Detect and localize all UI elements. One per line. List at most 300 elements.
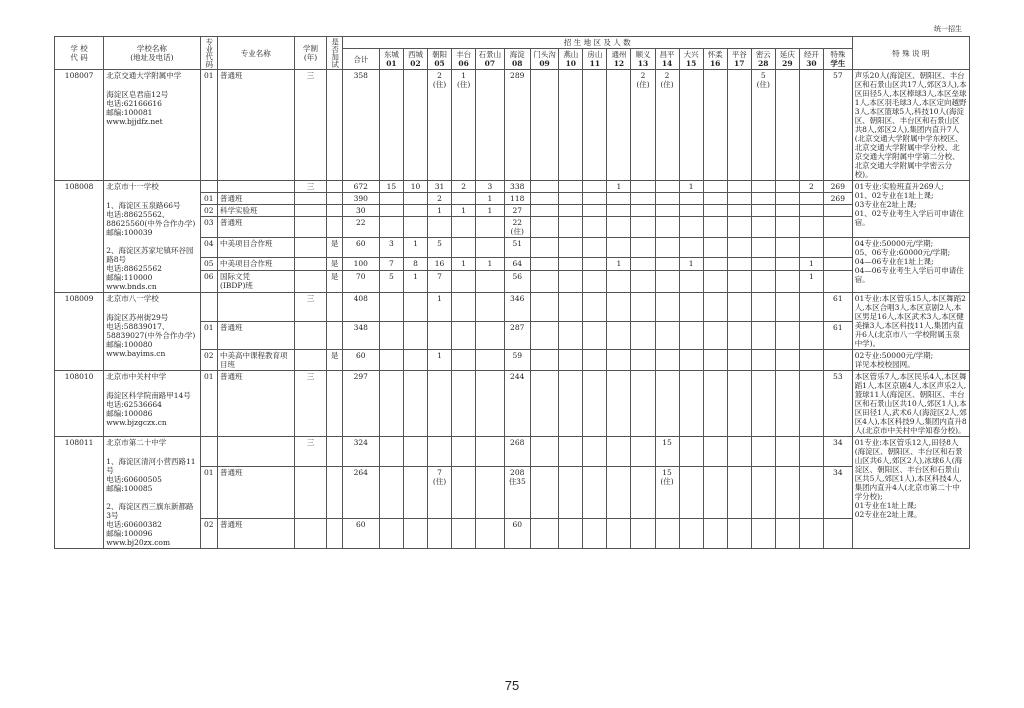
school-name-cell bbox=[104, 181, 200, 293]
count-cell bbox=[559, 238, 583, 258]
count-cell bbox=[703, 466, 727, 518]
header-school-name: 学校名称 (地址及电话) bbox=[104, 37, 200, 70]
region-code: 13 bbox=[637, 59, 649, 68]
major-code: 01 bbox=[200, 70, 218, 181]
count-cell bbox=[799, 293, 823, 322]
region-code: 02 bbox=[410, 59, 421, 68]
count-cell bbox=[631, 193, 655, 205]
major-code bbox=[200, 293, 218, 322]
count-cell bbox=[727, 437, 751, 467]
count-cell bbox=[452, 350, 476, 371]
region-code: 05 bbox=[434, 59, 445, 68]
count-cell bbox=[428, 217, 452, 238]
major-name bbox=[218, 293, 295, 322]
count-cell bbox=[727, 205, 751, 217]
count-cell bbox=[775, 321, 799, 350]
count-cell bbox=[631, 466, 655, 518]
school-address: 海淀区皂君庙12号 电话:62166616 邮编:100081 www.bjjdfz.net bbox=[106, 90, 169, 126]
duration bbox=[294, 350, 327, 371]
region-code: 06 bbox=[458, 59, 469, 68]
region-code: 12 bbox=[613, 59, 625, 68]
count-cell bbox=[530, 270, 558, 292]
count-cell: 348 bbox=[342, 321, 379, 350]
count-cell bbox=[530, 519, 558, 549]
count-cell bbox=[631, 293, 655, 322]
count-cell: 2 bbox=[428, 193, 452, 205]
count-cell bbox=[476, 519, 504, 549]
count-cell bbox=[379, 437, 403, 467]
count-cell bbox=[703, 321, 727, 350]
count-cell bbox=[751, 238, 775, 258]
major-name bbox=[218, 181, 295, 193]
region-name: 平谷 bbox=[731, 50, 747, 59]
count-cell bbox=[751, 181, 775, 193]
count-cell bbox=[583, 371, 607, 437]
table-row bbox=[55, 181, 970, 193]
extra-test bbox=[327, 205, 342, 217]
count-cell bbox=[703, 371, 727, 437]
count-cell: 1 (住) bbox=[452, 70, 476, 181]
region-code: 17 bbox=[734, 59, 745, 68]
count-cell: 51 bbox=[504, 238, 530, 258]
school-address: 海淀区科学院南路甲14号 电话:62536664 邮编:100086 www.bjzgczx.cn bbox=[106, 391, 191, 427]
count-cell: 60 bbox=[504, 519, 530, 549]
region-name: 门头沟 bbox=[533, 50, 556, 59]
corner-label: 统一招生 bbox=[934, 25, 962, 33]
count-cell bbox=[379, 217, 403, 238]
major-name: 普通班 bbox=[218, 193, 295, 205]
count-cell bbox=[655, 350, 679, 371]
count-cell: 1 bbox=[476, 193, 504, 205]
count-cell bbox=[823, 270, 852, 292]
count-cell: 2 (住) bbox=[428, 70, 452, 181]
duration: 三 bbox=[294, 437, 327, 467]
count-cell bbox=[679, 350, 703, 371]
region-name: 怀柔 bbox=[707, 50, 723, 59]
count-cell: 15 (住) bbox=[655, 466, 679, 518]
count-cell bbox=[452, 238, 476, 258]
count-cell bbox=[823, 217, 852, 238]
count-cell bbox=[751, 217, 775, 238]
count-cell bbox=[403, 371, 427, 437]
count-cell bbox=[823, 257, 852, 270]
count-cell bbox=[775, 437, 799, 467]
header-region bbox=[727, 49, 751, 70]
count-cell bbox=[428, 437, 452, 467]
count-cell: 2 (住) bbox=[631, 70, 655, 181]
school-name: 北京市十一学校 bbox=[106, 182, 159, 191]
header-region bbox=[452, 49, 476, 70]
extra-test: 是 bbox=[327, 257, 342, 270]
extra-test: 是 bbox=[327, 350, 342, 371]
count-cell: 264 bbox=[342, 466, 379, 518]
count-cell bbox=[403, 321, 427, 350]
count-cell bbox=[703, 437, 727, 467]
duration bbox=[294, 205, 327, 217]
count-cell bbox=[703, 70, 727, 181]
major-code: 02 bbox=[200, 205, 218, 217]
count-cell bbox=[559, 205, 583, 217]
count-cell bbox=[559, 270, 583, 292]
duration bbox=[294, 193, 327, 205]
count-cell bbox=[530, 293, 558, 322]
extra-test bbox=[327, 217, 342, 238]
count-cell: 5 bbox=[379, 270, 403, 292]
count-cell bbox=[403, 217, 427, 238]
header-region bbox=[751, 49, 775, 70]
extra-test bbox=[327, 293, 342, 322]
special-notes: 本区管乐7人,本区民乐4人,本区舞蹈1人,本区京剧4人,本区声乐2人,篮球11人(海淀区、朝阳区、丰台区和石景山区共10人,郊区1人),本区田径1人,武术6人(海淀区2人,郊区4人),本区科技9人,集团内直升8人(北京市中关村中学知春分校)。 bbox=[852, 371, 969, 437]
duration: 三 bbox=[294, 371, 327, 437]
major-name: 中美项目合作班 bbox=[218, 238, 295, 258]
count-cell bbox=[727, 466, 751, 518]
count-cell bbox=[631, 519, 655, 549]
count-cell bbox=[655, 293, 679, 322]
count-cell bbox=[452, 193, 476, 205]
count-cell: 118 bbox=[504, 193, 530, 205]
count-cell bbox=[607, 205, 631, 217]
count-cell bbox=[727, 193, 751, 205]
count-cell bbox=[655, 193, 679, 205]
count-cell: 15 bbox=[379, 181, 403, 193]
count-cell bbox=[775, 238, 799, 258]
count-cell bbox=[403, 293, 427, 322]
count-cell bbox=[452, 270, 476, 292]
count-cell bbox=[823, 205, 852, 217]
major-code: 06 bbox=[200, 270, 218, 292]
count-cell bbox=[775, 270, 799, 292]
count-cell: 1 bbox=[679, 181, 703, 193]
region-code: 07 bbox=[484, 59, 496, 68]
count-cell bbox=[403, 70, 427, 181]
count-cell: 338 bbox=[504, 181, 530, 193]
count-cell bbox=[476, 466, 504, 518]
count-cell: 2 bbox=[452, 181, 476, 193]
table-row bbox=[55, 70, 970, 181]
special-notes: 01专业:实验班直升269人; 01、02专业在1址上课; 03专业在2址上课; 01、02专业考生入学后可申请住宿。 bbox=[852, 181, 969, 238]
count-cell bbox=[403, 519, 427, 549]
count-cell: 208 住35 bbox=[504, 466, 530, 518]
region-code: 16 bbox=[709, 59, 721, 68]
region-code: 10 bbox=[565, 59, 577, 68]
region-code: 09 bbox=[539, 59, 550, 68]
count-cell bbox=[583, 181, 607, 193]
count-cell bbox=[476, 293, 504, 322]
count-cell bbox=[679, 293, 703, 322]
count-cell bbox=[703, 238, 727, 258]
count-cell bbox=[775, 217, 799, 238]
count-cell: 346 bbox=[504, 293, 530, 322]
count-cell: 244 bbox=[504, 371, 530, 437]
count-cell bbox=[403, 466, 427, 518]
count-cell bbox=[583, 205, 607, 217]
count-cell bbox=[751, 205, 775, 217]
school-name: 北京市八一学校 bbox=[106, 294, 159, 303]
count-cell: 269 bbox=[823, 193, 852, 205]
count-cell bbox=[775, 257, 799, 270]
count-cell: 31 bbox=[428, 181, 452, 193]
major-code: 02 bbox=[200, 350, 218, 371]
count-cell bbox=[559, 193, 583, 205]
count-cell bbox=[799, 350, 823, 371]
major-code bbox=[200, 181, 218, 193]
count-cell bbox=[799, 205, 823, 217]
school-code: 108007 bbox=[55, 70, 104, 181]
region-code: 08 bbox=[512, 59, 523, 68]
count-cell bbox=[428, 371, 452, 437]
count-cell bbox=[607, 270, 631, 292]
count-cell bbox=[607, 293, 631, 322]
count-cell bbox=[476, 437, 504, 467]
count-cell bbox=[607, 350, 631, 371]
count-cell bbox=[703, 181, 727, 193]
count-cell: 60 bbox=[342, 350, 379, 371]
count-cell bbox=[703, 217, 727, 238]
count-cell: 34 bbox=[823, 437, 852, 467]
duration bbox=[294, 270, 327, 292]
region-name: 海淀 bbox=[509, 50, 525, 59]
count-cell: 8 bbox=[403, 257, 427, 270]
count-cell bbox=[379, 293, 403, 322]
region-name: 丰台 bbox=[456, 50, 472, 59]
count-cell bbox=[799, 519, 823, 549]
count-cell bbox=[583, 466, 607, 518]
duration bbox=[294, 519, 327, 549]
region-name: 朝阳 bbox=[432, 50, 448, 59]
header-region bbox=[379, 49, 403, 70]
count-cell bbox=[703, 293, 727, 322]
count-cell bbox=[655, 217, 679, 238]
count-cell bbox=[727, 70, 751, 181]
school-name: 北京市第二十中学 bbox=[106, 438, 167, 447]
major-name: 普通班 bbox=[218, 371, 295, 437]
school-address: 1、海淀区玉泉路66号 电话:88625562、88625560(中外合作办学) 邮编:100039 2、海淀区苏家坨镇环谷园路8号 电话:88625562 邮编:110000 www.bnds.cn bbox=[106, 201, 196, 291]
count-cell bbox=[775, 193, 799, 205]
count-cell: 1 bbox=[476, 257, 504, 270]
header-region bbox=[655, 49, 679, 70]
major-name: 国际文凭 (IBDP)班 bbox=[218, 270, 295, 292]
count-cell bbox=[799, 217, 823, 238]
count-cell: 5 (住) bbox=[751, 70, 775, 181]
count-cell bbox=[703, 193, 727, 205]
count-cell bbox=[476, 321, 504, 350]
major-code: 03 bbox=[200, 217, 218, 238]
special-notes: 声乐20人(海淀区、朝阳区、丰台区和石景山区共17人,郊区3人),本区田径5人,本区棒球3人,本区垒球1人,本区羽毛球3人,本区定向越野3人,本区篮球5人,科技10人(海淀区、朝阳区、丰台区和石景山区共8人,郊区2人),集团内直升7人(北京交通大学附属中学东校区、北京交通大学附属中学分校、北京交通大学附属中学第二分校、北京交通大学附属中学密云分校)。 bbox=[852, 70, 969, 181]
count-cell bbox=[751, 270, 775, 292]
count-cell bbox=[775, 466, 799, 518]
count-cell bbox=[476, 371, 504, 437]
count-cell bbox=[727, 293, 751, 322]
count-cell bbox=[751, 193, 775, 205]
count-cell bbox=[655, 181, 679, 193]
school-name-cell bbox=[104, 371, 200, 437]
count-cell: 16 bbox=[428, 257, 452, 270]
count-cell: 7 (住) bbox=[428, 466, 452, 518]
count-cell: 287 bbox=[504, 321, 530, 350]
region-name: 大兴 bbox=[683, 50, 699, 59]
header-region bbox=[342, 49, 379, 70]
major-code: 05 bbox=[200, 257, 218, 270]
count-cell bbox=[727, 350, 751, 371]
count-cell bbox=[727, 321, 751, 350]
page-number: 75 bbox=[504, 678, 520, 693]
count-cell bbox=[703, 350, 727, 371]
count-cell bbox=[727, 217, 751, 238]
count-cell bbox=[607, 466, 631, 518]
count-cell: 1 bbox=[679, 257, 703, 270]
region-name: 延庆 bbox=[779, 50, 795, 59]
special-notes: 01专业:本区管乐12人,田径8人(海淀区、朝阳区、丰台区和石景山区共6人,郊区2人),冰球6人(海淀区、朝阳区、丰台区和石景山区共5人,郊区1人),本区科技4人,集团内直升4人(北京市第二十中学分校); 01专业在1址上课; 02专业在2址上课。 bbox=[852, 437, 969, 549]
header-region bbox=[679, 49, 703, 70]
major-code: 04 bbox=[200, 238, 218, 258]
count-cell bbox=[655, 238, 679, 258]
count-cell bbox=[379, 70, 403, 181]
school-name: 北京交通大学附属中学 bbox=[106, 71, 182, 80]
count-cell: 269 bbox=[823, 181, 852, 193]
count-cell bbox=[379, 519, 403, 549]
header-duration: 学制 (年) bbox=[294, 37, 327, 70]
count-cell bbox=[631, 257, 655, 270]
count-cell bbox=[530, 371, 558, 437]
count-cell bbox=[775, 70, 799, 181]
region-code: 29 bbox=[782, 59, 793, 68]
count-cell bbox=[607, 321, 631, 350]
count-cell: 1 bbox=[452, 257, 476, 270]
count-cell bbox=[607, 193, 631, 205]
count-cell bbox=[679, 193, 703, 205]
region-code: 30 bbox=[806, 59, 817, 68]
count-cell bbox=[655, 321, 679, 350]
count-cell: 15 bbox=[655, 437, 679, 467]
count-cell: 3 bbox=[476, 181, 504, 193]
region-name: 房山 bbox=[587, 50, 603, 59]
count-cell bbox=[727, 181, 751, 193]
school-name-cell bbox=[104, 437, 200, 549]
extra-test: 是 bbox=[327, 238, 342, 258]
count-cell bbox=[655, 205, 679, 217]
count-cell: 34 bbox=[823, 466, 852, 518]
count-cell bbox=[583, 350, 607, 371]
duration: 三 bbox=[294, 293, 327, 322]
extra-test bbox=[327, 437, 342, 467]
count-cell bbox=[583, 217, 607, 238]
duration bbox=[294, 466, 327, 518]
count-cell: 1 bbox=[799, 270, 823, 292]
count-cell bbox=[476, 270, 504, 292]
count-cell bbox=[631, 437, 655, 467]
count-cell bbox=[607, 437, 631, 467]
count-cell bbox=[751, 350, 775, 371]
region-code: 28 bbox=[758, 59, 769, 68]
duration bbox=[294, 217, 327, 238]
count-cell bbox=[823, 238, 852, 258]
count-cell: 3 bbox=[379, 238, 403, 258]
school-address: 海淀区苏州街29号 电话:58839017、58839027(中外合作办学) 邮编:100080 www.bayims.cn bbox=[106, 313, 196, 358]
major-code: 01 bbox=[200, 321, 218, 350]
region-code: 14 bbox=[661, 59, 673, 68]
count-cell: 53 bbox=[823, 371, 852, 437]
major-name: 普通班 bbox=[218, 321, 295, 350]
count-cell bbox=[751, 466, 775, 518]
count-cell bbox=[452, 519, 476, 549]
count-cell bbox=[530, 466, 558, 518]
major-name: 普通班 bbox=[218, 519, 295, 549]
count-cell bbox=[559, 257, 583, 270]
major-name: 中美高中课程教育项目班 bbox=[218, 350, 295, 371]
count-cell bbox=[823, 519, 852, 549]
count-cell bbox=[559, 321, 583, 350]
region-name: 密云 bbox=[755, 50, 771, 59]
header-region bbox=[428, 49, 452, 70]
count-cell bbox=[655, 257, 679, 270]
count-cell bbox=[631, 350, 655, 371]
count-cell bbox=[559, 371, 583, 437]
count-cell bbox=[583, 257, 607, 270]
count-cell bbox=[476, 238, 504, 258]
count-cell bbox=[799, 437, 823, 467]
count-cell bbox=[631, 205, 655, 217]
duration bbox=[294, 238, 327, 258]
count-cell: 59 bbox=[504, 350, 530, 371]
count-cell bbox=[823, 350, 852, 371]
region-name: 顺义 bbox=[635, 50, 651, 59]
count-cell bbox=[403, 350, 427, 371]
region-name: 东城 bbox=[383, 50, 399, 59]
count-cell bbox=[583, 519, 607, 549]
count-cell bbox=[583, 321, 607, 350]
duration bbox=[294, 257, 327, 270]
count-cell bbox=[530, 257, 558, 270]
header-region bbox=[476, 49, 504, 70]
header-region bbox=[607, 49, 631, 70]
count-cell bbox=[476, 70, 504, 181]
count-cell bbox=[428, 519, 452, 549]
count-cell bbox=[727, 371, 751, 437]
count-cell bbox=[559, 181, 583, 193]
major-code: 01 bbox=[200, 193, 218, 205]
count-cell: 672 bbox=[342, 181, 379, 193]
header-region bbox=[559, 49, 583, 70]
count-cell: 1 bbox=[428, 293, 452, 322]
count-cell bbox=[530, 205, 558, 217]
count-cell bbox=[679, 270, 703, 292]
count-cell bbox=[559, 70, 583, 181]
region-code: 学生 bbox=[830, 59, 846, 68]
major-name bbox=[218, 437, 295, 467]
duration: 三 bbox=[294, 70, 327, 181]
region-name: 西城 bbox=[408, 50, 423, 59]
count-cell bbox=[703, 257, 727, 270]
count-cell bbox=[679, 217, 703, 238]
count-cell bbox=[751, 519, 775, 549]
count-cell bbox=[428, 321, 452, 350]
count-cell: 324 bbox=[342, 437, 379, 467]
count-cell bbox=[727, 238, 751, 258]
header-special-notes: 特 殊 说 明 bbox=[852, 37, 969, 70]
count-cell bbox=[379, 371, 403, 437]
header-region-title: 招 生 地 区 及 人 数 bbox=[342, 37, 852, 49]
header-region bbox=[403, 49, 427, 70]
count-cell bbox=[403, 193, 427, 205]
count-cell bbox=[403, 205, 427, 217]
header-region bbox=[823, 49, 852, 70]
school-address: 1、海淀区清河小营西路11号 电话:60600505 邮编:100085 2、海淀区西三旗东新都路3号 电话:60600382 邮编:100096 www.bj20zx.com bbox=[106, 457, 196, 547]
count-cell: 1 bbox=[607, 257, 631, 270]
table-row bbox=[55, 437, 970, 467]
count-cell: 1 bbox=[452, 205, 476, 217]
count-cell bbox=[583, 270, 607, 292]
region-code: 11 bbox=[589, 59, 601, 68]
